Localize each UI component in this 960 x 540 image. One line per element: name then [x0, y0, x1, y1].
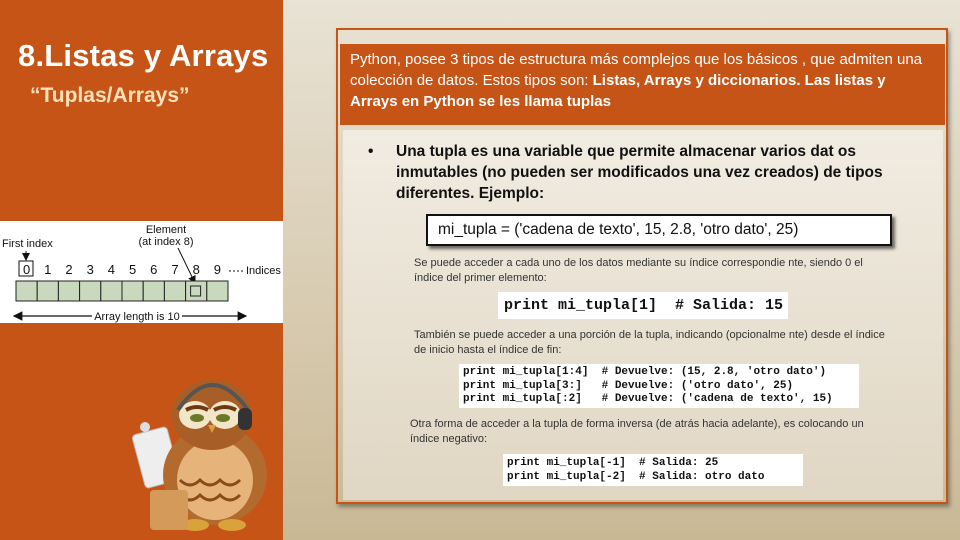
element-sublabel: (at index 8): [138, 236, 194, 248]
array-index-7: 7: [171, 262, 179, 277]
array-index-9: 9: [213, 262, 222, 277]
array-index-6: 6: [150, 262, 158, 277]
array-index-1: 1: [44, 262, 52, 277]
array-cell-4: [101, 281, 122, 301]
array-index-8: 8: [192, 262, 200, 277]
array-diagram-svg: [0, 221, 283, 323]
cell-row: [16, 281, 228, 301]
array-index-4: 4: [107, 262, 116, 277]
array-cell-5: [122, 281, 143, 301]
array-cell-9: [207, 281, 228, 301]
array-cell-7: [164, 281, 185, 301]
slide-title: 8.Listas y Arrays: [18, 38, 269, 73]
code-slice-access: print mi_tupla[1:4] # Devuelve: (15, 2.8, 'otro dato') print mi_tupla[3:] # Devuelve: ('otro dato', 25) print mi_tupla[:2] # Devuelve: ('cadena de texto', 15): [459, 364, 859, 408]
code-negative-access: print mi_tupla[-1] # Salida: 25 print mi_tupla[-2] # Salida: otro dato: [503, 454, 803, 486]
element-label: Element: [145, 224, 187, 236]
bullet-marker: •: [368, 143, 374, 160]
array-cell-0: [16, 281, 37, 301]
array-cell-3: [80, 281, 101, 301]
array-index-2: 2: [65, 262, 73, 277]
note-index-access: Se puede acceder a cada uno de los datos mediante su índice correspondie nte, siendo 0 el índice del primer elemento:: [414, 257, 863, 284]
bullet-item: [368, 141, 936, 204]
bullet-text: Una tupla es una variable que permite almacenar varios dat os inmutables (no pueden ser modificados una vez creados) de tipos diferentes. Ejemplo:: [396, 143, 883, 202]
owl-mascot-image: [120, 370, 295, 540]
array-cell-2: [58, 281, 79, 301]
indices-label: Indices: [246, 265, 281, 277]
array-index-0: 0: [22, 262, 31, 277]
code-index-access: print mi_tupla[1] # Salida: 15: [498, 292, 788, 319]
intro-text: Python, posee 3 tipos de estructura más complejos que los básicos , que admiten una colección de datos. Estos tipos son:: [350, 51, 922, 89]
slide-subtitle: “Tuplas/Arrays”: [30, 84, 190, 107]
note-negative-access: Otra forma de acceder a la tupla de forma inversa (de atrás hacia adelante), es colocando un índice negativo:: [410, 418, 864, 445]
intro-text-bold: Listas, Arrays y diccionarios. Las listas y Arrays en Python se les llama tuplas: [350, 72, 886, 110]
array-index-5: 5: [128, 262, 137, 277]
note-slice-access: También se puede acceder a una porción de la tupla, indicando (opcionalme nte) desde el índice de inicio hasta el índice de fin:: [414, 329, 885, 356]
array-index-3: 3: [86, 262, 94, 277]
array-cell-6: [143, 281, 164, 301]
array-diagram: [0, 221, 283, 323]
tuple-example-box: mi_tupla = ('cadena de texto', 15, 2.8, 'otro dato', 25): [426, 214, 892, 246]
array-cell-8: [186, 281, 207, 301]
first-index-label: First index: [2, 238, 53, 250]
array-length-label: Array length is 10: [94, 311, 180, 323]
intro-box: [340, 44, 945, 125]
array-cell-1: [37, 281, 58, 301]
